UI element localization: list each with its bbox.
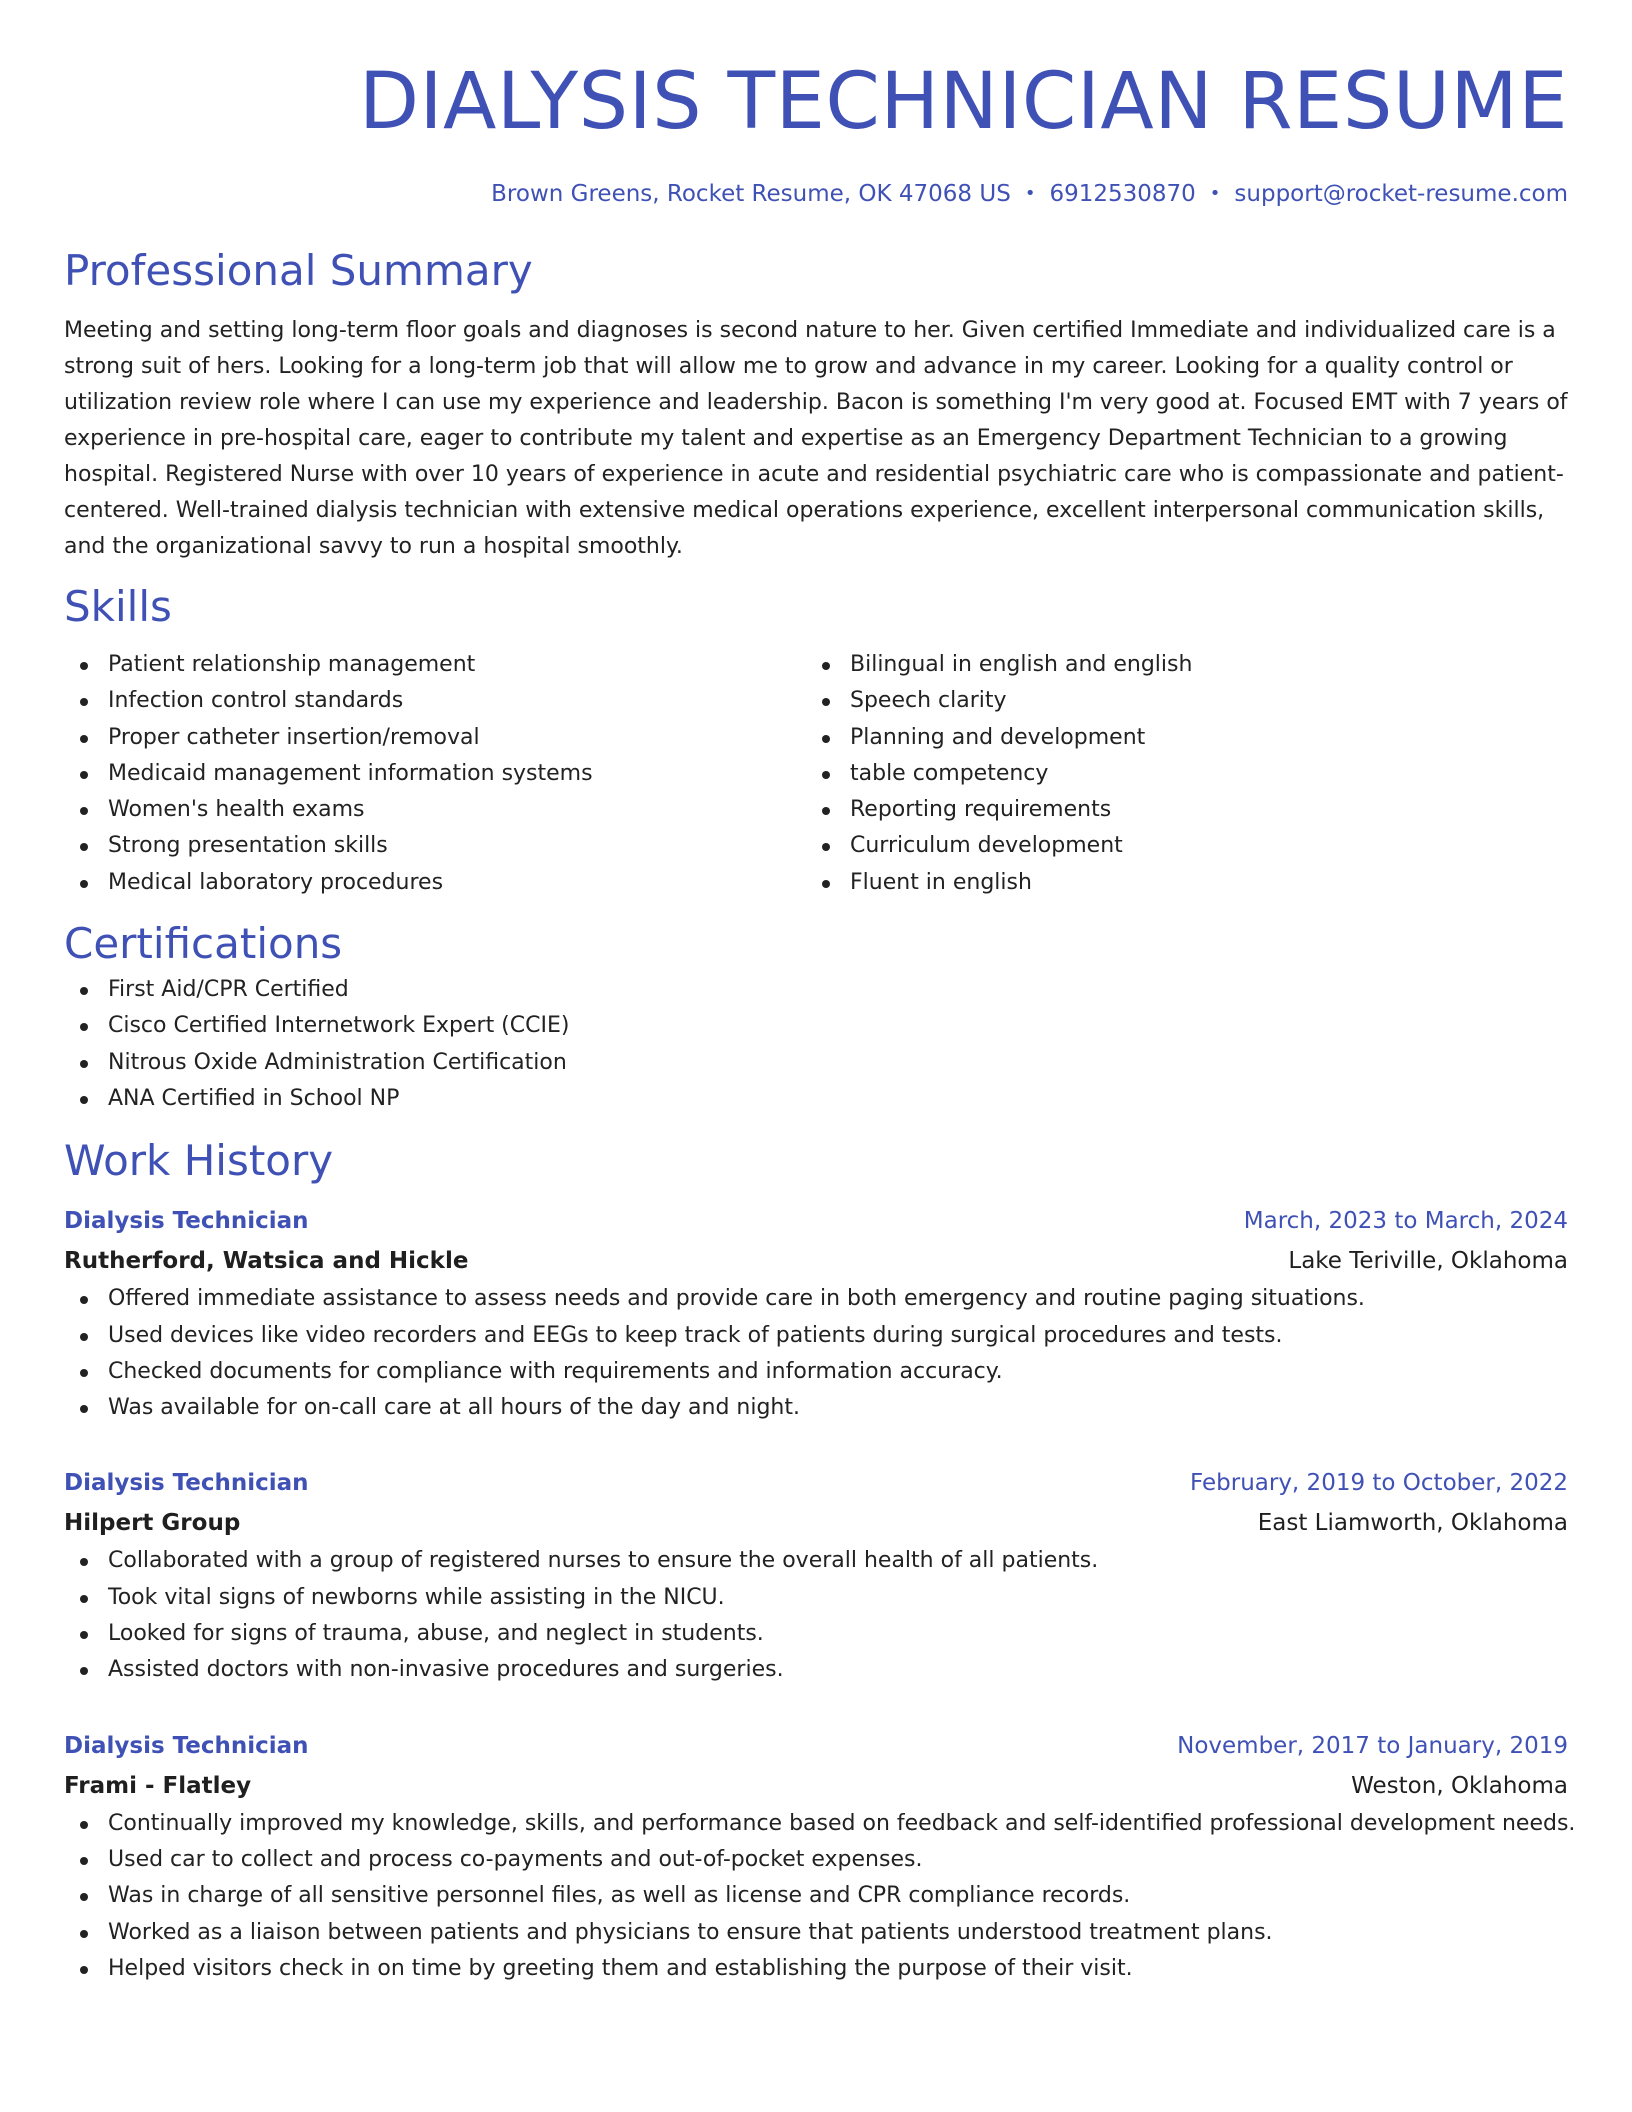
job-bullet-text: Was in charge of all sensitive personnel files, as well as license and CPR compliance records.	[108, 1883, 1131, 1909]
certification-item-text: First Aid/CPR Certified	[108, 977, 349, 1003]
job-company-row	[64, 1766, 1568, 1806]
job-company-row	[64, 1241, 1568, 1281]
job-company-row	[64, 1503, 1568, 1543]
job-bullet	[64, 1580, 1568, 1616]
job-company: Frami - Flatley	[64, 1772, 252, 1799]
bullet-icon	[822, 843, 830, 851]
job-dates: November, 2017 to January, 2019	[1177, 1732, 1568, 1759]
bullet-icon	[80, 1333, 88, 1341]
job-bullet-text: Used car to collect and process co-payments and out-of-pocket expenses.	[108, 1846, 923, 1872]
job-bullet	[64, 1915, 1568, 1951]
job-bullets	[64, 1806, 1576, 1987]
job-bullet	[64, 1354, 1568, 1390]
bullet-icon	[822, 807, 830, 815]
job-bullet-text: Assisted doctors with non-invasive procedures and surgeries.	[108, 1657, 784, 1683]
skills-grid	[64, 647, 1568, 901]
bullet-icon	[822, 662, 830, 670]
contact-email: support@rocket-resume.com	[1234, 181, 1568, 207]
skill-item	[64, 792, 806, 828]
job-bullet	[64, 1878, 1568, 1914]
skills-list-left	[64, 647, 806, 901]
job-bullet	[64, 1390, 1568, 1426]
job-title: Dialysis Technician	[64, 1470, 309, 1497]
certification-item	[64, 1045, 1568, 1081]
job-entry	[64, 1726, 1576, 1987]
contact-phone: 6912530870	[1049, 181, 1196, 207]
skill-item-text: Women's health exams	[108, 797, 365, 823]
skill-item	[64, 647, 806, 683]
job-dates: February, 2019 to October, 2022	[1190, 1470, 1568, 1497]
skill-item	[64, 828, 806, 864]
job-bullet-text: Worked as a liaison between patients and physicians to ensure that patients understood treatment plans.	[108, 1919, 1273, 1945]
job-title: Dialysis Technician	[64, 1732, 309, 1759]
skill-item-text: table competency	[850, 760, 1049, 786]
bullet-icon	[80, 1405, 88, 1413]
job-location: East Liamworth, Oklahoma	[1257, 1510, 1568, 1537]
job-bullet-text: Helped visitors check in on time by greeting them and establishing the purpose of their visit.	[108, 1955, 1133, 1981]
job-header-row	[64, 1463, 1568, 1503]
contact-address: Brown Greens, Rocket Resume, OK 47068 US	[491, 181, 1011, 207]
skill-item	[806, 720, 1548, 756]
skill-item-text: Strong presentation skills	[108, 833, 388, 859]
bullet-icon	[80, 1369, 88, 1377]
certification-item	[64, 1008, 1568, 1044]
job-location: Weston, Oklahoma	[1351, 1772, 1568, 1799]
certifications-heading: Certifications	[64, 919, 343, 969]
job-bullet-text: Took vital signs of newborns while assisting in the NICU.	[108, 1584, 725, 1610]
job-bullet	[64, 1652, 1568, 1688]
job-header-row	[64, 1201, 1568, 1241]
contact-line	[64, 178, 1568, 210]
contact-separator: •	[1024, 183, 1036, 204]
job-bullets	[64, 1543, 1568, 1688]
bullet-icon	[80, 1096, 88, 1104]
summary-text: Meeting and setting long-term floor goals and diagnoses is second nature to her. Given certified Immediate and individualized care is a strong suit of hers. Looking for a long-term job that will allow me to grow and advance in my career. Looking for a quality control or utilization review role where I can use my experience and leadership. Bacon is something I'm very good at. Focused EMT with 7 years of experience in pre-hospital care, eager to contribute my talent and expertise as an Emergency Department Technician to a growing hospital. Registered Nurse with over 10 years of experience in acute and residential psychiatric care who is compassionate and patient-centered. Well-trained dialysis technician with extensive medical operations experience, excellent interpersonal communication skills, and the organizational savvy to run a hospital smoothly.	[64, 318, 1568, 559]
job-bullet	[64, 1543, 1568, 1579]
certification-item	[64, 1081, 1568, 1117]
job-bullet	[64, 1616, 1568, 1652]
contact-separator: •	[1209, 183, 1221, 204]
skill-item-text: Patient relationship management	[108, 652, 476, 677]
job-bullet-text: Checked documents for compliance with requirements and information accuracy.	[108, 1358, 1003, 1384]
certifications-list	[64, 972, 1568, 1117]
bullet-icon	[822, 771, 830, 779]
certification-item-text: Cisco Certified Internetwork Expert (CCIE)	[108, 1013, 570, 1039]
skill-item	[806, 756, 1548, 792]
job-company: Rutherford, Watsica and Hickle	[64, 1248, 469, 1275]
job-bullet-text: Looked for signs of trauma, abuse, and neglect in students.	[108, 1621, 764, 1647]
bullet-icon	[80, 1930, 88, 1938]
job-bullet	[64, 1806, 1576, 1842]
bullet-icon	[80, 1966, 88, 1974]
skill-item	[64, 756, 806, 792]
bullet-icon	[80, 1023, 88, 1031]
job-company: Hilpert Group	[64, 1510, 241, 1537]
skill-item-text: Reporting requirements	[850, 797, 1112, 823]
skill-item-text: Bilingual in english and english	[850, 652, 1193, 677]
bullet-icon	[80, 843, 88, 851]
certification-item	[64, 972, 1568, 1008]
skill-item-text: Curriculum development	[850, 833, 1123, 859]
bullet-icon	[80, 662, 88, 670]
skill-item-text: Fluent in english	[850, 869, 1032, 895]
skill-item-text: Speech clarity	[850, 688, 1007, 714]
job-dates: March, 2023 to March, 2024	[1243, 1208, 1568, 1235]
job-bullet	[64, 1318, 1568, 1354]
page-title: DIALYSIS TECHNICIAN RESUME	[358, 57, 1568, 147]
bullet-icon	[80, 1667, 88, 1675]
bullet-icon	[80, 1893, 88, 1901]
skill-item-text: Planning and development	[850, 724, 1146, 750]
bullet-icon	[80, 987, 88, 995]
bullet-icon	[80, 735, 88, 743]
skill-item	[806, 792, 1548, 828]
bullet-icon	[80, 1296, 88, 1304]
job-title: Dialysis Technician	[64, 1208, 309, 1235]
job-bullet	[64, 1281, 1568, 1317]
job-entry	[64, 1463, 1568, 1688]
summary-heading: Professional Summary	[64, 246, 533, 295]
certification-item-text: Nitrous Oxide Administration Certification	[108, 1049, 567, 1075]
skill-item	[806, 647, 1548, 683]
job-bullet-text: Was available for on-call care at all hours of the day and night.	[108, 1395, 800, 1421]
bullet-icon	[80, 1060, 88, 1068]
job-bullet	[64, 1951, 1568, 1987]
skills-column-right	[806, 647, 1548, 901]
job-bullets	[64, 1281, 1568, 1426]
skill-item-text: Medical laboratory procedures	[108, 869, 444, 895]
skills-heading: Skills	[64, 582, 172, 631]
job-bullet-text: Continually improved my knowledge, skills, and performance based on feedback and self-identified professional development needs.	[108, 1810, 1576, 1836]
work-history-heading: Work History	[64, 1136, 334, 1186]
job-bullet	[64, 1842, 1568, 1878]
bullet-icon	[80, 698, 88, 706]
bullet-icon	[80, 807, 88, 815]
job-entry	[64, 1201, 1568, 1426]
bullet-icon	[822, 698, 830, 706]
bullet-icon	[80, 1821, 88, 1829]
bullet-icon	[80, 771, 88, 779]
job-bullet-text: Collaborated with a group of registered nurses to ensure the overall health of all patients.	[108, 1548, 1099, 1574]
job-bullet-text: Used devices like video recorders and EEGs to keep track of patients during surgical procedures and tests.	[108, 1322, 1283, 1348]
bullet-icon	[80, 1595, 88, 1603]
skill-item-text: Medicaid management information systems	[108, 760, 593, 786]
bullet-icon	[822, 880, 830, 888]
skill-item	[64, 683, 806, 719]
bullet-icon	[80, 1631, 88, 1639]
job-header-row	[64, 1726, 1568, 1766]
skills-column-left	[64, 647, 806, 901]
bullet-icon	[80, 1558, 88, 1566]
skill-item	[806, 865, 1548, 901]
skills-list-right	[806, 647, 1548, 901]
certification-item-text: ANA Certified in School NP	[108, 1085, 400, 1111]
bullet-icon	[822, 735, 830, 743]
skill-item	[806, 828, 1548, 864]
bullet-icon	[80, 1857, 88, 1865]
job-bullet-text: Offered immediate assistance to assess needs and provide care in both emergency and routine paging situations.	[108, 1286, 1365, 1312]
job-location: Lake Teriville, Oklahoma	[1288, 1248, 1568, 1275]
skill-item-text: Proper catheter insertion/removal	[108, 724, 480, 750]
skill-item	[64, 865, 806, 901]
skill-item-text: Infection control standards	[108, 688, 404, 714]
skill-item	[806, 683, 1548, 719]
skill-item	[64, 720, 806, 756]
bullet-icon	[80, 880, 88, 888]
